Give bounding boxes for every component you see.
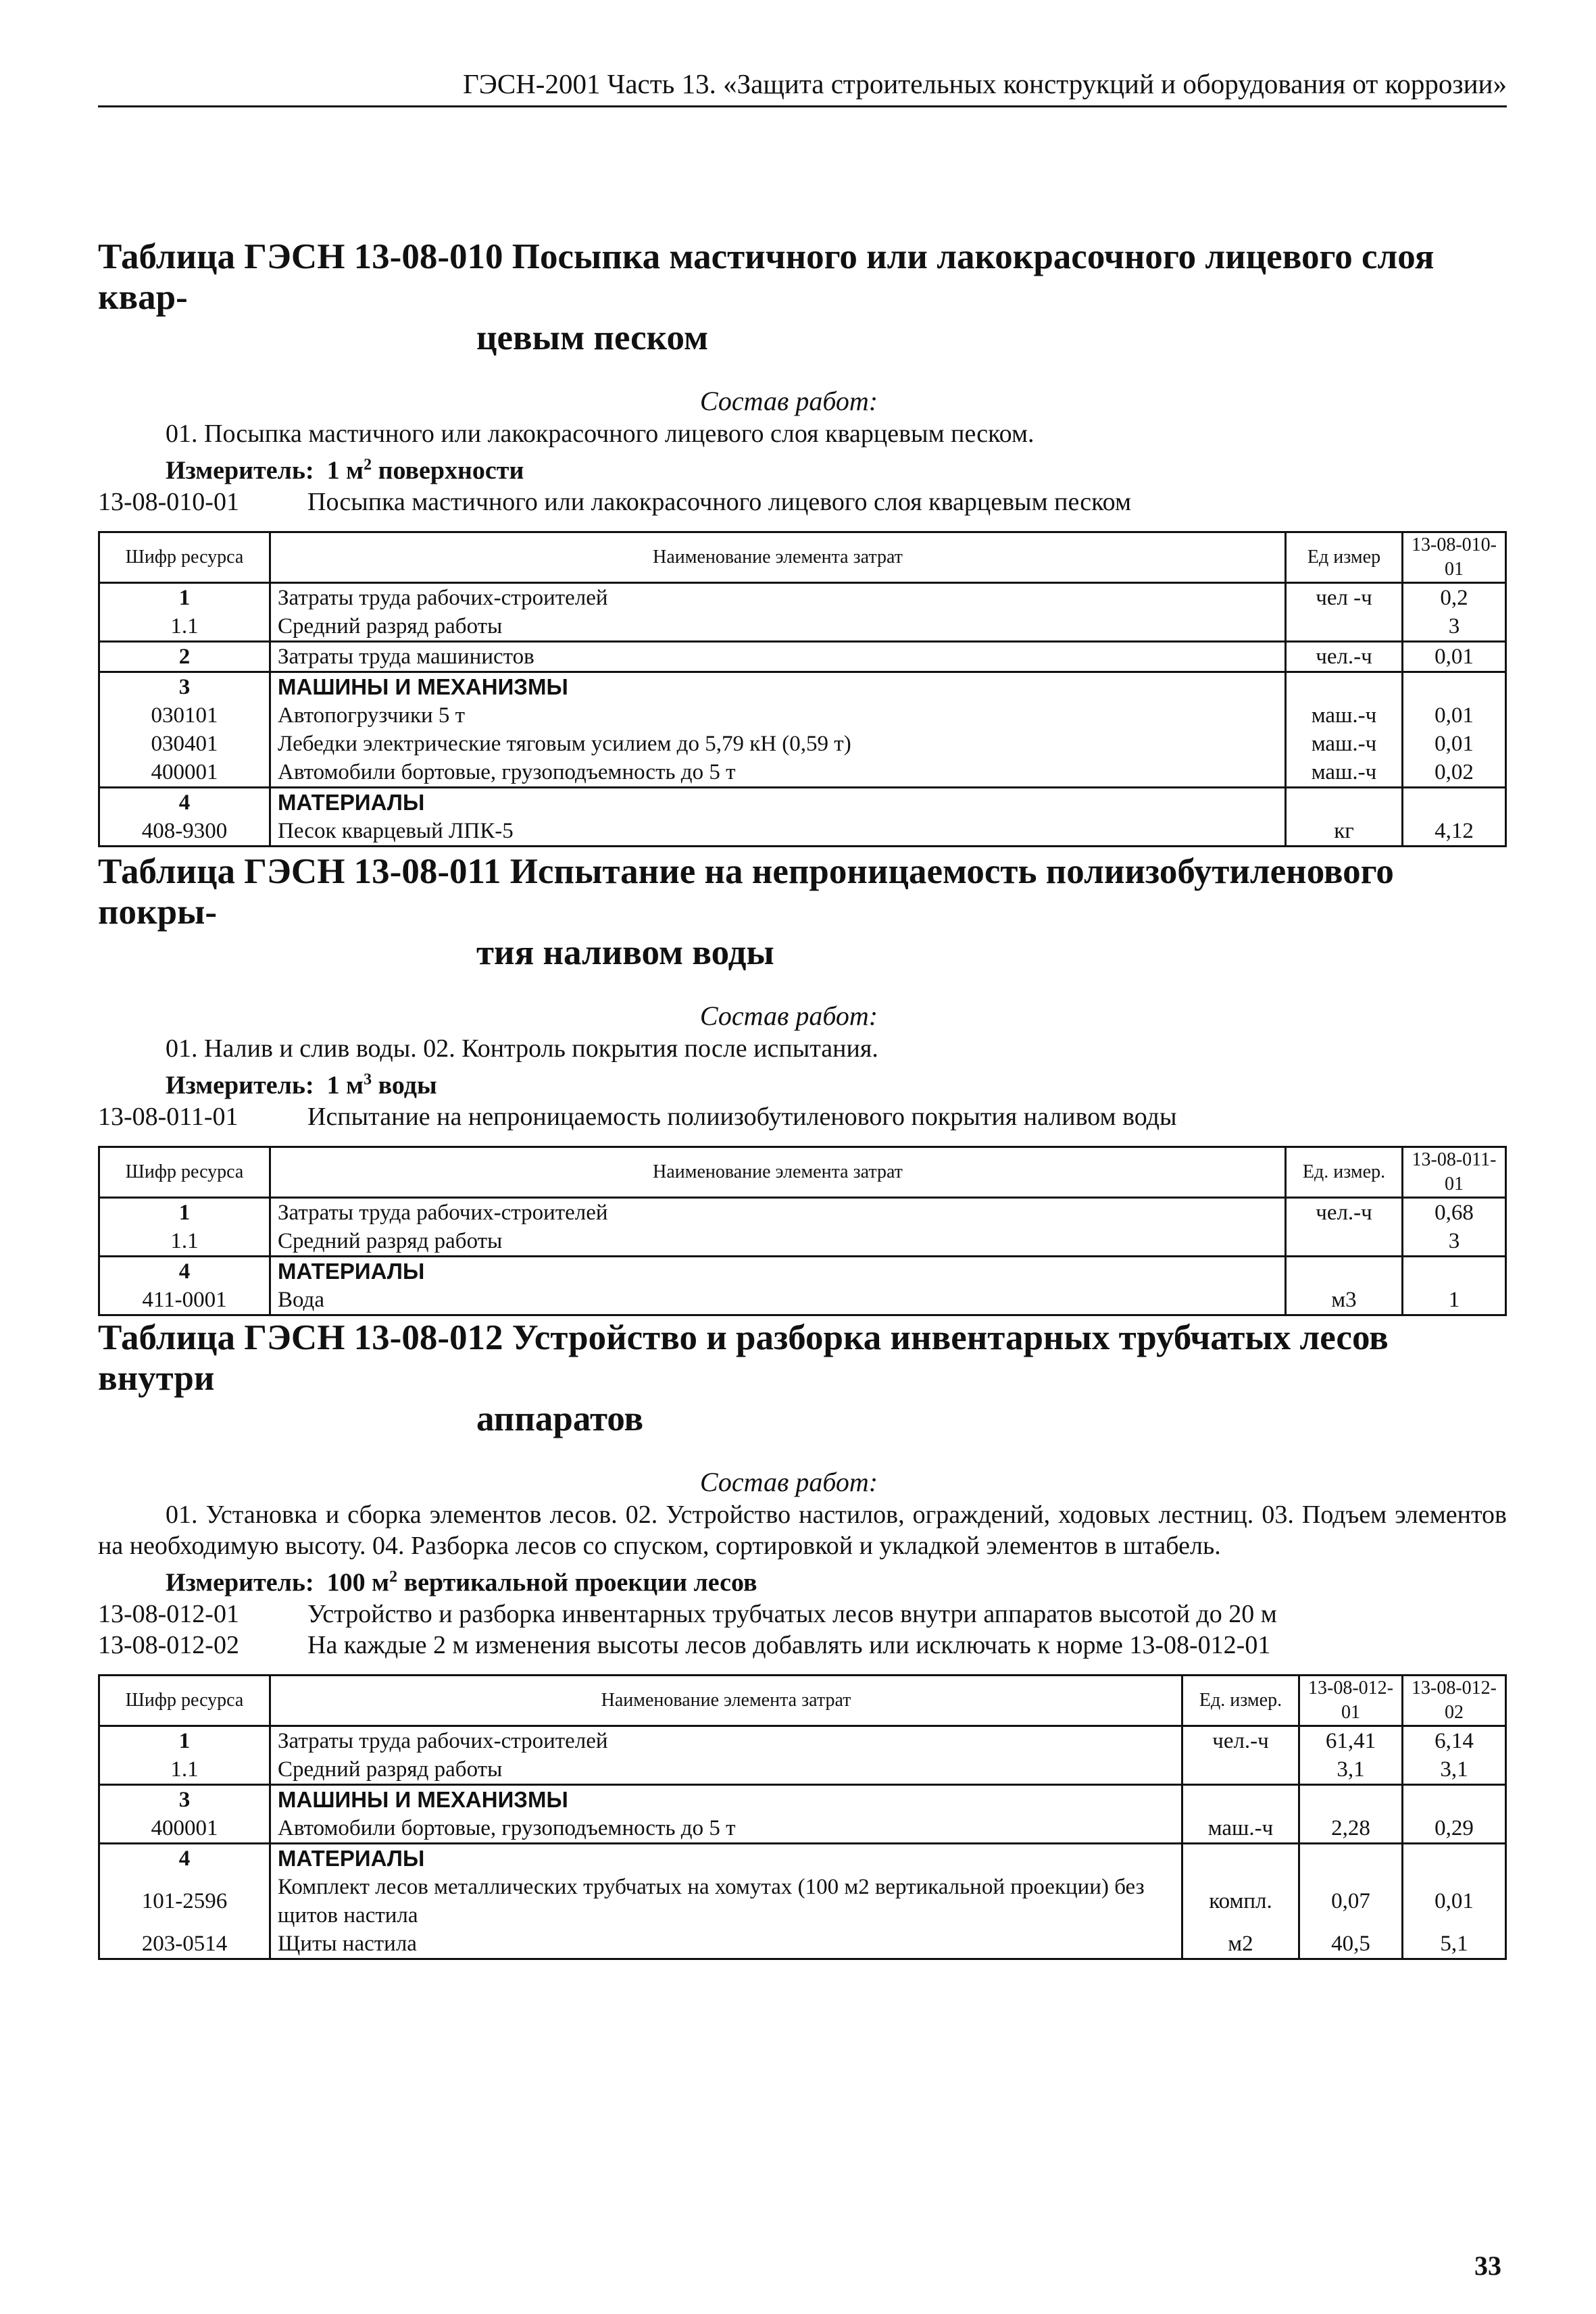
- resource-table: [98, 531, 1507, 847]
- row-code: 4: [99, 1256, 270, 1286]
- col-norm1-header: 13-08-012-01: [1299, 1675, 1403, 1726]
- row-name: Лебедки электрические тяговым усилием до 5,79 кН (0,59 т): [270, 730, 1286, 758]
- measure-unit: воды: [372, 1071, 437, 1100]
- running-header: ГЭСН-2001 Часть 13. «Защита строительных конструкций и оборудования от коррозии»: [98, 68, 1507, 107]
- row-code: 400001: [99, 758, 270, 788]
- row-name: МАШИНЫ И МЕХАНИЗМЫ: [270, 1784, 1182, 1814]
- row-value: 3: [1403, 612, 1506, 642]
- table-row: [99, 787, 1506, 817]
- table-row: [99, 1256, 1506, 1286]
- measure-unit: вертикальной проекции лесов: [397, 1568, 757, 1597]
- table-row: [99, 701, 1506, 730]
- row-name: Затраты труда рабочих-строителей: [270, 1197, 1286, 1227]
- row-value-1: 3,1: [1299, 1755, 1403, 1785]
- table-title-line-1: Таблица ГЭСН 13-08-010 Посыпка мастичного или лакокрасочного лицевого слоя квар-: [98, 237, 1435, 317]
- row-value: [1403, 1256, 1506, 1286]
- row-name: Автопогрузчики 5 т: [270, 701, 1286, 730]
- col-norm2-header: 13-08-012-02: [1403, 1675, 1506, 1726]
- row-name: МАТЕРИАЛЫ: [270, 787, 1286, 817]
- row-value: [1403, 787, 1506, 817]
- row-code: 408-9300: [99, 817, 270, 847]
- row-value-2: 0,01: [1403, 1873, 1506, 1930]
- measure-exponent: 2: [364, 456, 372, 474]
- norm-text: Устройство и разборка инвентарных трубчатых лесов внутри аппаратов высотой до 20 м: [307, 1599, 1277, 1628]
- table-row: [99, 612, 1506, 642]
- measure-line: [166, 1064, 1507, 1101]
- col-unit-header: Ед. измер.: [1286, 1147, 1403, 1197]
- row-value-1: 40,5: [1299, 1930, 1403, 1959]
- works-heading: Состав работ:: [699, 1001, 878, 1031]
- norm-text: Посыпка мастичного или лакокрасочного лицевого слоя кварцевым песком: [307, 487, 1131, 516]
- table-row: [99, 817, 1506, 847]
- norm-code: 13-08-012-01: [98, 1599, 239, 1628]
- row-value-1: [1299, 1843, 1403, 1873]
- row-name: Средний разряд работы: [270, 1755, 1182, 1785]
- row-value-1: 0,07: [1299, 1873, 1403, 1930]
- row-value-2: 0,29: [1403, 1814, 1506, 1844]
- section-13-08-012: [98, 1317, 1507, 1960]
- row-name: МАТЕРИАЛЫ: [270, 1256, 1286, 1286]
- row-name: Средний разряд работы: [270, 1227, 1286, 1257]
- table-row: [99, 582, 1506, 612]
- table-row: [99, 641, 1506, 672]
- row-unit: [1182, 1755, 1299, 1785]
- table-title-line-2: аппаратов: [476, 1399, 644, 1438]
- row-name: Щиты настила: [270, 1930, 1182, 1959]
- table-row: [99, 730, 1506, 758]
- row-unit: [1286, 672, 1403, 701]
- row-value-2: 5,1: [1403, 1930, 1506, 1959]
- table-row: [99, 1843, 1506, 1873]
- measure-line: [166, 449, 1507, 486]
- row-code: 101-2596: [99, 1873, 270, 1930]
- col-name-header: Наименование элемента затрат: [270, 1147, 1286, 1197]
- row-value-1: 2,28: [1299, 1814, 1403, 1844]
- table-row: [99, 1755, 1506, 1785]
- col-norm-header: 13-08-010-01: [1403, 532, 1506, 582]
- row-code: 1: [99, 582, 270, 612]
- row-name: Автомобили бортовые, грузоподъемность до 5 т: [270, 758, 1286, 788]
- row-name: Затраты труда рабочих-строителей: [270, 1726, 1182, 1755]
- row-code: 1: [99, 1197, 270, 1227]
- works-heading: Состав работ:: [699, 1467, 878, 1497]
- norm-code: 13-08-011-01: [98, 1102, 239, 1131]
- row-unit: чел -ч: [1286, 582, 1403, 612]
- row-name: Автомобили бортовые, грузоподъемность до 5 т: [270, 1814, 1182, 1844]
- table-row: [99, 1227, 1506, 1257]
- row-code: 3: [99, 672, 270, 701]
- row-name: Затраты труда рабочих-строителей: [270, 582, 1286, 612]
- table-row: [99, 1873, 1506, 1930]
- norm-code: 13-08-012-02: [98, 1630, 239, 1659]
- row-value-2: [1403, 1843, 1506, 1873]
- row-code: 030101: [99, 701, 270, 730]
- measure-exponent: 2: [389, 1568, 398, 1586]
- row-unit: маш.-ч: [1182, 1814, 1299, 1844]
- row-value-2: 3,1: [1403, 1755, 1506, 1785]
- row-unit: [1182, 1843, 1299, 1873]
- row-code: 1.1: [99, 612, 270, 642]
- works-description: 01. Посыпка мастичного или лакокрасочного лицевого слоя кварцевым песком.: [166, 420, 1034, 448]
- row-unit: маш.-ч: [1286, 758, 1403, 788]
- row-code: 2: [99, 641, 270, 672]
- works-heading: Состав работ:: [699, 386, 878, 416]
- row-unit: чел.-ч: [1182, 1726, 1299, 1755]
- norm-line: [98, 1101, 1507, 1132]
- table-row: [99, 1197, 1506, 1227]
- table-header-row: [99, 1147, 1506, 1197]
- row-unit: маш.-ч: [1286, 730, 1403, 758]
- row-code: 1.1: [99, 1755, 270, 1785]
- table-title-line-1: Таблица ГЭСН 13-08-011 Испытание на непроницаемость полиизобутиленового покры-: [98, 852, 1394, 932]
- measure-label: Измеритель:: [166, 456, 314, 485]
- row-code: 400001: [99, 1814, 270, 1844]
- measure-exponent: 3: [364, 1071, 372, 1088]
- col-unit-header: Ед измер: [1286, 532, 1403, 582]
- row-value: 0,02: [1403, 758, 1506, 788]
- row-value-2: 6,14: [1403, 1726, 1506, 1755]
- row-code: 4: [99, 787, 270, 817]
- col-unit-header: Ед. измер.: [1182, 1675, 1299, 1726]
- col-code-header: Шифр ресурса: [99, 532, 270, 582]
- norm-code: 13-08-010-01: [98, 487, 239, 516]
- table-header-row: [99, 1675, 1506, 1726]
- row-unit: [1286, 612, 1403, 642]
- row-value: 3: [1403, 1227, 1506, 1257]
- row-name: МАШИНЫ И МЕХАНИЗМЫ: [270, 672, 1286, 701]
- row-name: Комплект лесов металлических трубчатых на хомутах (100 м2 вертикальной проекции) без щитов настила: [270, 1873, 1182, 1930]
- table-row: [99, 1726, 1506, 1755]
- row-value: 0,01: [1403, 641, 1506, 672]
- row-name: Затраты труда машинистов: [270, 641, 1286, 672]
- col-code-header: Шифр ресурса: [99, 1675, 270, 1726]
- table-row: [99, 1784, 1506, 1814]
- row-unit: [1286, 787, 1403, 817]
- table-row: [99, 1286, 1506, 1315]
- works-description: 01. Налив и слив воды. 02. Контроль покрытия после испытания.: [166, 1034, 878, 1063]
- section-13-08-011: [98, 851, 1507, 1316]
- page-number: 33: [1474, 2250, 1501, 2281]
- row-unit: чел.-ч: [1286, 1197, 1403, 1227]
- row-unit: компл.: [1182, 1873, 1299, 1930]
- row-code: 1: [99, 1726, 270, 1755]
- row-value: 1: [1403, 1286, 1506, 1315]
- measure-label: Измеритель:: [166, 1568, 314, 1597]
- table-title-line-1: Таблица ГЭСН 13-08-012 Устройство и разборка инвентарных трубчатых лесов внутри: [98, 1318, 1389, 1398]
- row-value-2: [1403, 1784, 1506, 1814]
- row-name: Средний разряд работы: [270, 612, 1286, 642]
- norm-text: На каждые 2 м изменения высоты лесов добавлять или исключать к норме 13-08-012-01: [307, 1630, 1271, 1659]
- row-value-1: 61,41: [1299, 1726, 1403, 1755]
- table-row: [99, 1930, 1506, 1959]
- norm-line: [98, 486, 1507, 518]
- resource-table: [98, 1146, 1507, 1316]
- section-13-08-010: [98, 236, 1507, 847]
- table-row: [99, 1814, 1506, 1844]
- row-unit: кг: [1286, 817, 1403, 847]
- row-unit: маш.-ч: [1286, 701, 1403, 730]
- row-value: [1403, 672, 1506, 701]
- row-value: 0,01: [1403, 701, 1506, 730]
- row-name: Вода: [270, 1286, 1286, 1315]
- row-code: 030401: [99, 730, 270, 758]
- measure-value: 1 м: [326, 456, 364, 485]
- row-code: 3: [99, 1784, 270, 1814]
- row-unit: [1286, 1227, 1403, 1257]
- row-unit: [1182, 1784, 1299, 1814]
- works-description: 01. Установка и сборка элементов лесов. 02. Устройство настилов, ограждений, ходовых лестниц. 03. Подъем элементов на необходимую высоту. 04. Разборка лесов со спуском, сортировкой и укладкой элементов в штабель.: [98, 1501, 1507, 1560]
- measure-line: [166, 1561, 1507, 1599]
- table-title-line-2: тия наливом воды: [476, 933, 774, 972]
- measure-value: 100 м: [326, 1568, 390, 1597]
- row-unit: чел.-ч: [1286, 641, 1403, 672]
- table-title: [98, 851, 1507, 973]
- table-title: [98, 1317, 1507, 1439]
- row-code: 411-0001: [99, 1286, 270, 1315]
- row-unit: м3: [1286, 1286, 1403, 1315]
- row-name: МАТЕРИАЛЫ: [270, 1843, 1182, 1873]
- table-row: [99, 672, 1506, 701]
- col-name-header: Наименование элемента затрат: [270, 532, 1286, 582]
- row-code: 4: [99, 1843, 270, 1873]
- resource-table: [98, 1674, 1507, 1960]
- row-value: 4,12: [1403, 817, 1506, 847]
- col-norm-header: 13-08-011-01: [1403, 1147, 1506, 1197]
- row-unit: [1286, 1256, 1403, 1286]
- measure-unit: поверхности: [372, 456, 524, 485]
- row-code: 203-0514: [99, 1930, 270, 1959]
- col-name-header: Наименование элемента затрат: [270, 1675, 1182, 1726]
- row-value: 0,2: [1403, 582, 1506, 612]
- measure-value: 1 м: [326, 1071, 364, 1100]
- table-title: [98, 236, 1507, 358]
- col-code-header: Шифр ресурса: [99, 1147, 270, 1197]
- row-unit: м2: [1182, 1930, 1299, 1959]
- norm-line: [98, 1599, 1507, 1630]
- norm-text: Испытание на непроницаемость полиизобутиленового покрытия наливом воды: [307, 1102, 1177, 1131]
- row-value-1: [1299, 1784, 1403, 1814]
- norm-line: [98, 1630, 1507, 1661]
- row-name: Песок кварцевый ЛПК-5: [270, 817, 1286, 847]
- row-code: 1.1: [99, 1227, 270, 1257]
- measure-label: Измеритель:: [166, 1071, 314, 1100]
- row-value: 0,68: [1403, 1197, 1506, 1227]
- table-header-row: [99, 532, 1506, 582]
- row-value: 0,01: [1403, 730, 1506, 758]
- table-title-line-2: цевым песком: [476, 318, 709, 357]
- table-row: [99, 758, 1506, 788]
